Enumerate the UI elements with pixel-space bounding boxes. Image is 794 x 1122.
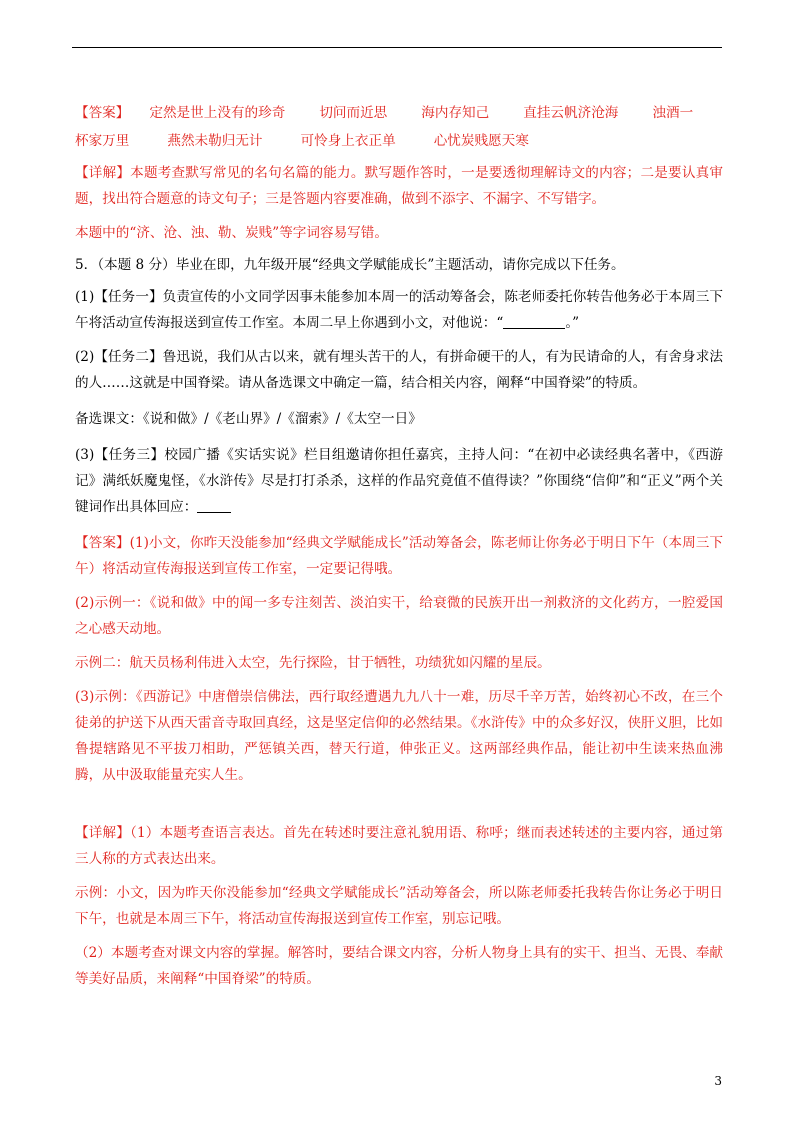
q5-task3: (3)【任务三】校园广播《实话实说》栏目组邀请你担任嘉宾，主持人问：“在初中必读经典名著中，《西游记》满纸妖魔鬼怪，《水浒传》尽是打打杀杀，这样的作品究竟值不值得读？”你围绕“信仰”和“正义”两个关键词作出具体回应： [75, 447, 723, 515]
q5-detail-2: （2）本题考查对课文内容的掌握。解答时，要结合课文内容，分析人物身上具有的实干、担当、无畏、奉献等美好品质，来阐释“中国脊梁”的特质。 [75, 945, 723, 987]
answer-item: 海内存知己 [421, 105, 490, 121]
q5-answer-3: (3)示例：《西游记》中唐僧崇信佛法，西行取经遭遇九九八十一难，历尽千辛万苦，始终初心不改，在三个徒弟的护送下从西天雷音寺取回真经，这是坚定信仰的必然结果。《水浒传》中的众多好汉，侠肝义胆，比如鲁提辖路见不平拔刀相助，严惩镇关西，替天行道，伸张正义。这两部经典作品，能让初中生读来热血沸腾，从中汲取能量充实人生。 [75, 689, 723, 783]
header-rule [72, 47, 722, 48]
q5-intro: 5．（本题 8 分）毕业在即，九年级开展“经典文学赋能成长”主题活动，请你完成以下任务。 [75, 257, 625, 273]
answer-item: 杯家万里 [75, 133, 130, 149]
answer-label: 【答案】 [75, 105, 130, 121]
page-number: 3 [714, 1074, 722, 1088]
answer-item: 燕然未勒归无计 [167, 133, 263, 149]
q4-detail: 【详解】本题考查默写常见的名句名篇的能力。默写题作答时，一是要透彻理解诗文的内容；二是要认真审题，找出符合题意的诗文句子；三是答题内容要准确，做到不添字、不漏字、不写错字。 [75, 165, 723, 207]
q5-detail-1: 【详解】（1）本题考查语言表达。首先在转述时要注意礼貌用语、称呼；继而表述转述的主要内容，通过第三人称的方式表达出来。 [75, 825, 723, 867]
q5-detail-example: 示例：小文，因为昨天你没能参加“经典文学赋能成长”活动筹备会，所以陈老师委托我转告你让务必于明日下午，也就是本周三下午，将活动宣传海报送到宣传工作室，别忘记哦。 [75, 885, 723, 927]
q4-answer-row-1 [75, 100, 723, 126]
q5-task1: (1)【任务一】负责宣传的小文同学因事未能参加本周一的活动筹备会，陈老师委托你转告他务必于本周三下午将活动宣传海报送到宣传工作室。本周二早上你遇到小文，对他说：“ 。” [75, 289, 723, 331]
q4-detail-note: 本题中的“济、沧、浊、勒、炭贱”等字词容易写错。 [75, 225, 388, 241]
answer-item: 切问而近思 [319, 105, 388, 121]
answer-item: 可怜身上衣正单 [300, 133, 396, 149]
answer-item: 直挂云帆济沧海 [523, 105, 619, 121]
q4-answer-row-2 [75, 128, 723, 154]
page-content [75, 100, 723, 992]
answer-blank [503, 314, 565, 329]
q5-task2: (2)【任务二】鲁迅说，我们从古以来，就有埋头苦干的人，有拼命硬干的人，有为民请命的人，有舍身求法的人……这就是中国脊梁。请从备选课文中确定一篇，结合相关内容，阐释“中国脊梁”的特质。 [75, 349, 723, 391]
answer-item: 浊酒一 [652, 105, 694, 121]
q5-answer-1: 【答案】(1)小文，你昨天没能参加“经典文学赋能成长”活动筹备会，陈老师让你务必于明日下午（本周三下午）将活动宣传海报送到宣传工作室，一定要记得哦。 [75, 535, 723, 577]
q5-options: 备选课文：《说和做》/《老山界》/《溜索》/《太空一日》 [75, 411, 422, 427]
answer-item: 定然是世上没有的珍奇 [149, 105, 286, 121]
q5-answer-2-example-2: 示例二：航天员杨利伟进入太空，先行探险，甘于牺牲，功绩犹如闪耀的星辰。 [75, 655, 551, 671]
answer-item: 心忧炭贱愿天寒 [433, 133, 529, 149]
answer-blank [197, 498, 231, 513]
q5-answer-2-example-1: (2)示例一：《说和做》中的闻一多专注刻苦、淡泊实干，给衰微的民族开出一剂救济的文化药方，一腔爱国之心感天动地。 [75, 595, 723, 637]
